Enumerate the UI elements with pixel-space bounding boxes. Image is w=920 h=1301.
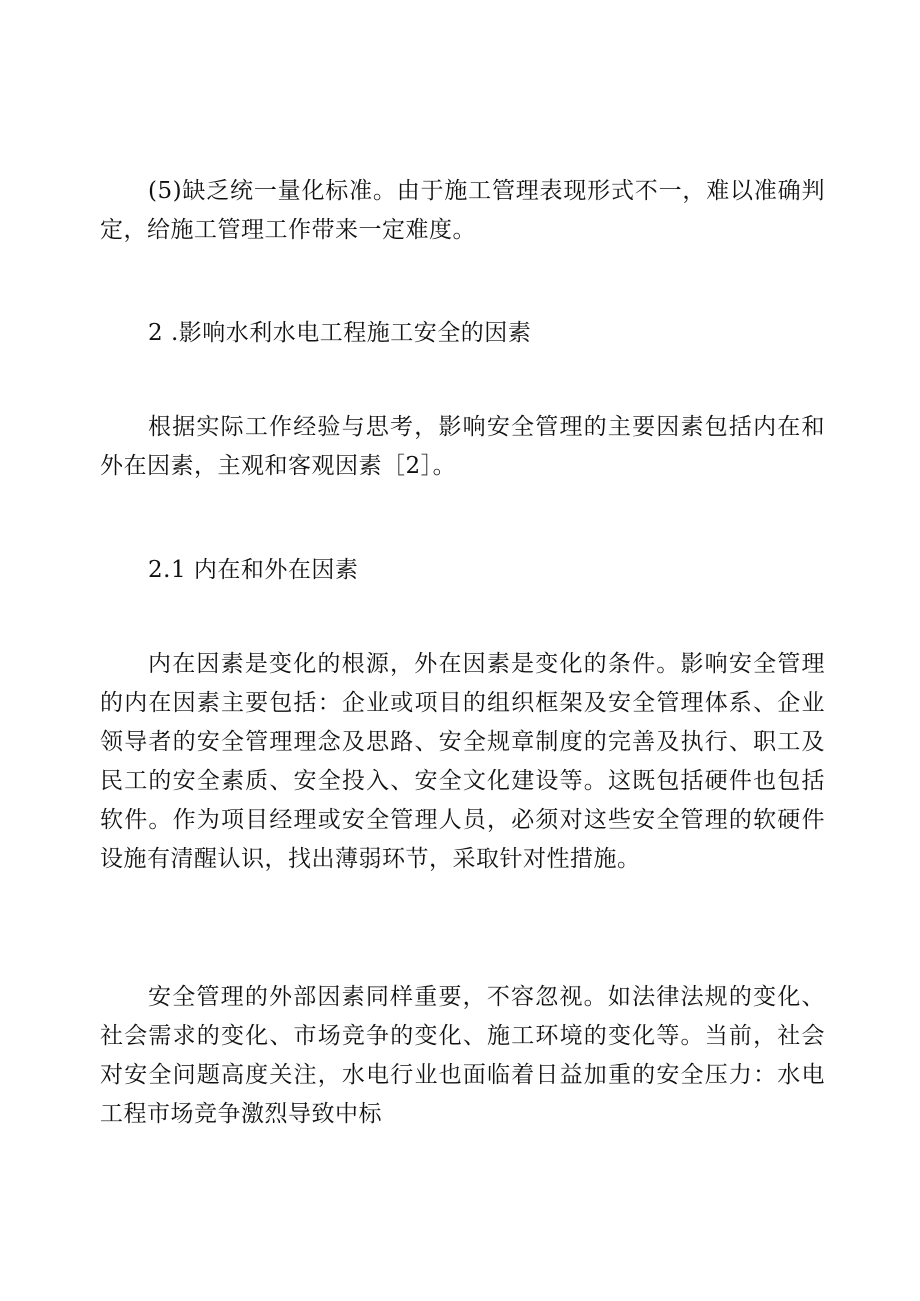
paragraph-internal-factors: 内在因素是变化的根源，外在因素是变化的条件。影响安全管理的内在因素主要包括：企业或项目的组织框架及安全管理体系、企业领导者的安全管理理念及思路、安全规章制度的完善及执行、职工及民工的安全素质、安全投入、安全文化建设等。这既包括硬件也包括软件。作为项目经理或安全管理人员，必须对这些安全管理的软硬件设施有清醒认识，找出薄弱环节，采取针对性措施。: [100, 651, 825, 872]
paragraph-external-factors: 安全管理的外部因素同样重要，不容忽视。如法律法规的变化、社会需求的变化、市场竞争的变化、施工环境的变化等。当前，社会对安全问题高度关注，水电行业也面临着日益加重的安全压力：水电工程市场竞争激烈导致中标: [100, 984, 825, 1127]
section-heading-2-1: 2.1 内在和外在因素: [148, 557, 359, 583]
paragraph-lack-of-standard: (5)缺乏统一量化标准。由于施工管理表现形式不一，难以准确判定，给施工管理工作带来一定难度。: [100, 178, 825, 243]
section-heading-2: 2 .影响水利水电工程施工安全的因素: [148, 320, 532, 346]
paragraph-main-factors: 根据实际工作经验与思考，影响安全管理的主要因素包括内在和外在因素，主观和客观因素［2］。: [100, 414, 825, 479]
